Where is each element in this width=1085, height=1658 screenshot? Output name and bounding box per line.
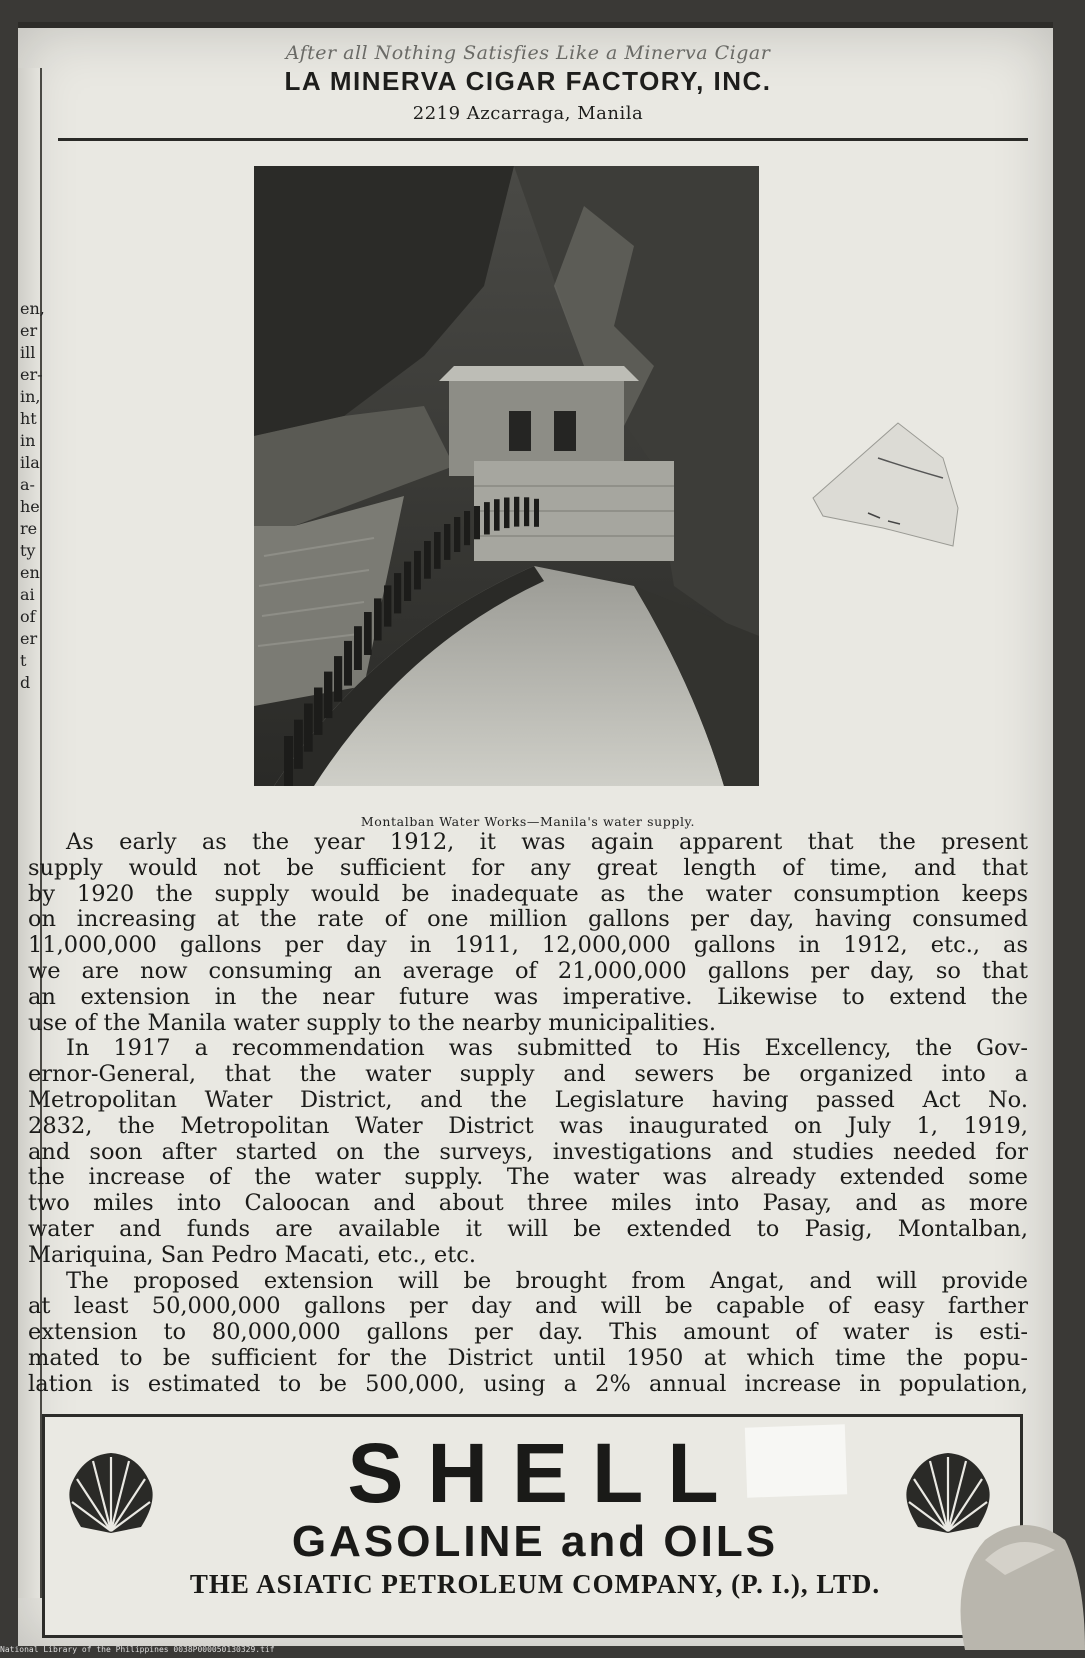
body-line: at least 50,000,000 gallons per day and will be capable of easy farther bbox=[28, 1293, 1028, 1320]
body-line: and soon after started on the surveys, investigations and studies needed for bbox=[28, 1138, 1028, 1165]
fragment-text: in bbox=[20, 431, 36, 450]
paper-damage-patch bbox=[745, 1424, 847, 1497]
body-line: Metropolitan Water District, and the Legislature having passed Act No. bbox=[28, 1086, 1028, 1113]
body-line: use of the Manila water supply to the nearby municipalities. bbox=[28, 1009, 717, 1036]
adjacent-page-fragments bbox=[20, 298, 45, 694]
fence-post bbox=[514, 497, 519, 527]
header-company: LA MINERVA CIGAR FACTORY, INC. bbox=[284, 66, 772, 96]
fragment-text: ty bbox=[20, 541, 36, 560]
fence-post bbox=[374, 598, 382, 640]
fragment-text: d bbox=[20, 673, 31, 692]
fence-post bbox=[474, 506, 480, 539]
scanner-thumb bbox=[945, 1500, 1085, 1650]
header-rule bbox=[58, 138, 1028, 141]
article-body bbox=[28, 830, 1028, 1398]
fence-post bbox=[364, 612, 372, 655]
fragment-text: t bbox=[20, 651, 27, 670]
shell-logo-icon bbox=[63, 1447, 159, 1539]
fence-post bbox=[444, 524, 450, 560]
fence-post bbox=[304, 704, 313, 752]
fence-post bbox=[504, 498, 510, 529]
fragment-text: ht bbox=[20, 409, 37, 428]
ad-company: THE ASIATIC PETROLEUM COMPANY, (P. I.), LTD. bbox=[189, 1569, 881, 1599]
body-line: by 1920 the supply would be inadequate as the water consumption keeps bbox=[28, 880, 1028, 907]
body-line: the increase of the water supply. The water was already extended some bbox=[28, 1164, 1028, 1191]
fragment-text: he bbox=[20, 497, 40, 516]
fragment-text: of bbox=[20, 607, 36, 626]
fence-post bbox=[434, 532, 441, 569]
fence-post bbox=[324, 672, 332, 719]
fragment-text: re bbox=[20, 519, 38, 538]
fence-post bbox=[344, 641, 352, 686]
fence-post bbox=[354, 626, 362, 670]
fragment-text: en bbox=[20, 563, 40, 582]
fragment-text: er bbox=[20, 629, 38, 648]
fragment-text: er bbox=[20, 321, 38, 340]
montalban-dam-illustration bbox=[254, 166, 759, 786]
ad-brand: SHELL bbox=[347, 1426, 743, 1520]
fragment-text: in, bbox=[20, 387, 41, 406]
water-works-photo bbox=[254, 166, 759, 786]
photo-caption: Montalban Water Works—Manila's water supply. bbox=[360, 814, 696, 829]
header-slogan: After all Nothing Satisfies Like a Minerva Cigar bbox=[285, 42, 771, 64]
body-line: two miles into Caloocan and about three miles into Pasay, and as more bbox=[28, 1190, 1028, 1217]
body-line: on increasing at the rate of one million gallons per day, having consumed bbox=[28, 906, 1028, 933]
header-address: 2219 Azcarraga, Manila bbox=[412, 103, 644, 124]
document-page bbox=[18, 22, 1053, 1646]
ad-product: GASOLINE and OILS bbox=[291, 1517, 779, 1566]
body-line: ernor-General, that the water supply and sewers be organized into a bbox=[28, 1061, 1028, 1088]
body-line: Mariquina, San Pedro Macati, etc., etc. bbox=[28, 1241, 477, 1268]
fragment-text: ai bbox=[20, 585, 35, 604]
fragment-text: ill bbox=[20, 343, 36, 362]
archive-footer: National Library of the Philippines 0038P000050130329.tif bbox=[0, 1645, 275, 1654]
fence-post bbox=[524, 497, 529, 526]
fence-post bbox=[484, 502, 490, 534]
torn-paper-scrap bbox=[808, 418, 968, 558]
body-line: As early as the year 1912, it was again apparent that the present bbox=[66, 829, 1028, 855]
body-line: lation is estimated to be 500,000, using a 2% annual increase in population, bbox=[28, 1370, 1028, 1397]
shell-advertisement bbox=[42, 1414, 1023, 1638]
fence-post bbox=[314, 688, 323, 735]
body-line: supply would not be sufficient for any great length of time, and that bbox=[28, 854, 1028, 881]
fence-post bbox=[334, 656, 342, 702]
fence-post bbox=[394, 573, 401, 613]
fragment-text: en, bbox=[20, 299, 45, 318]
body-line: The proposed extension will be brought from Angat, and will provide bbox=[66, 1267, 1028, 1294]
body-line: 2832, the Metropolitan Water District was inaugurated on July 1, 1919, bbox=[28, 1112, 1028, 1139]
fragment-text: er- bbox=[20, 365, 43, 384]
body-line: water and funds are available it will be extended to Pasig, Montalban, bbox=[28, 1215, 1028, 1242]
fence-post bbox=[494, 499, 500, 531]
body-line: extension to 80,000,000 gallons per day. This amount of water is esti- bbox=[28, 1319, 1028, 1346]
body-line: In 1917 a recommendation was submitted to His Excellency, the Gov- bbox=[66, 1035, 1028, 1062]
body-line: we are now consuming an average of 21,000,000 gallons per day, so that bbox=[28, 957, 1028, 984]
fence-post bbox=[464, 511, 470, 545]
body-line: an extension in the near future was imperative. Likewise to extend the bbox=[28, 983, 1028, 1010]
fence-post bbox=[294, 720, 303, 769]
fence-post bbox=[284, 736, 293, 786]
fragment-text: ila bbox=[20, 453, 40, 472]
fence-post bbox=[404, 562, 411, 601]
page-header bbox=[168, 42, 888, 124]
fence-post bbox=[424, 541, 431, 579]
fence-post bbox=[414, 551, 421, 590]
body-line: mated to be sufficient for the District until 1950 at which time the popu- bbox=[28, 1344, 1028, 1371]
fence-post bbox=[534, 499, 539, 527]
fragment-text: a- bbox=[20, 475, 35, 494]
body-line: 11,000,000 gallons per day in 1911, 12,000,000 gallons in 1912, etc., as bbox=[28, 932, 1028, 959]
fence-post bbox=[454, 517, 460, 552]
fence-post bbox=[384, 585, 391, 626]
